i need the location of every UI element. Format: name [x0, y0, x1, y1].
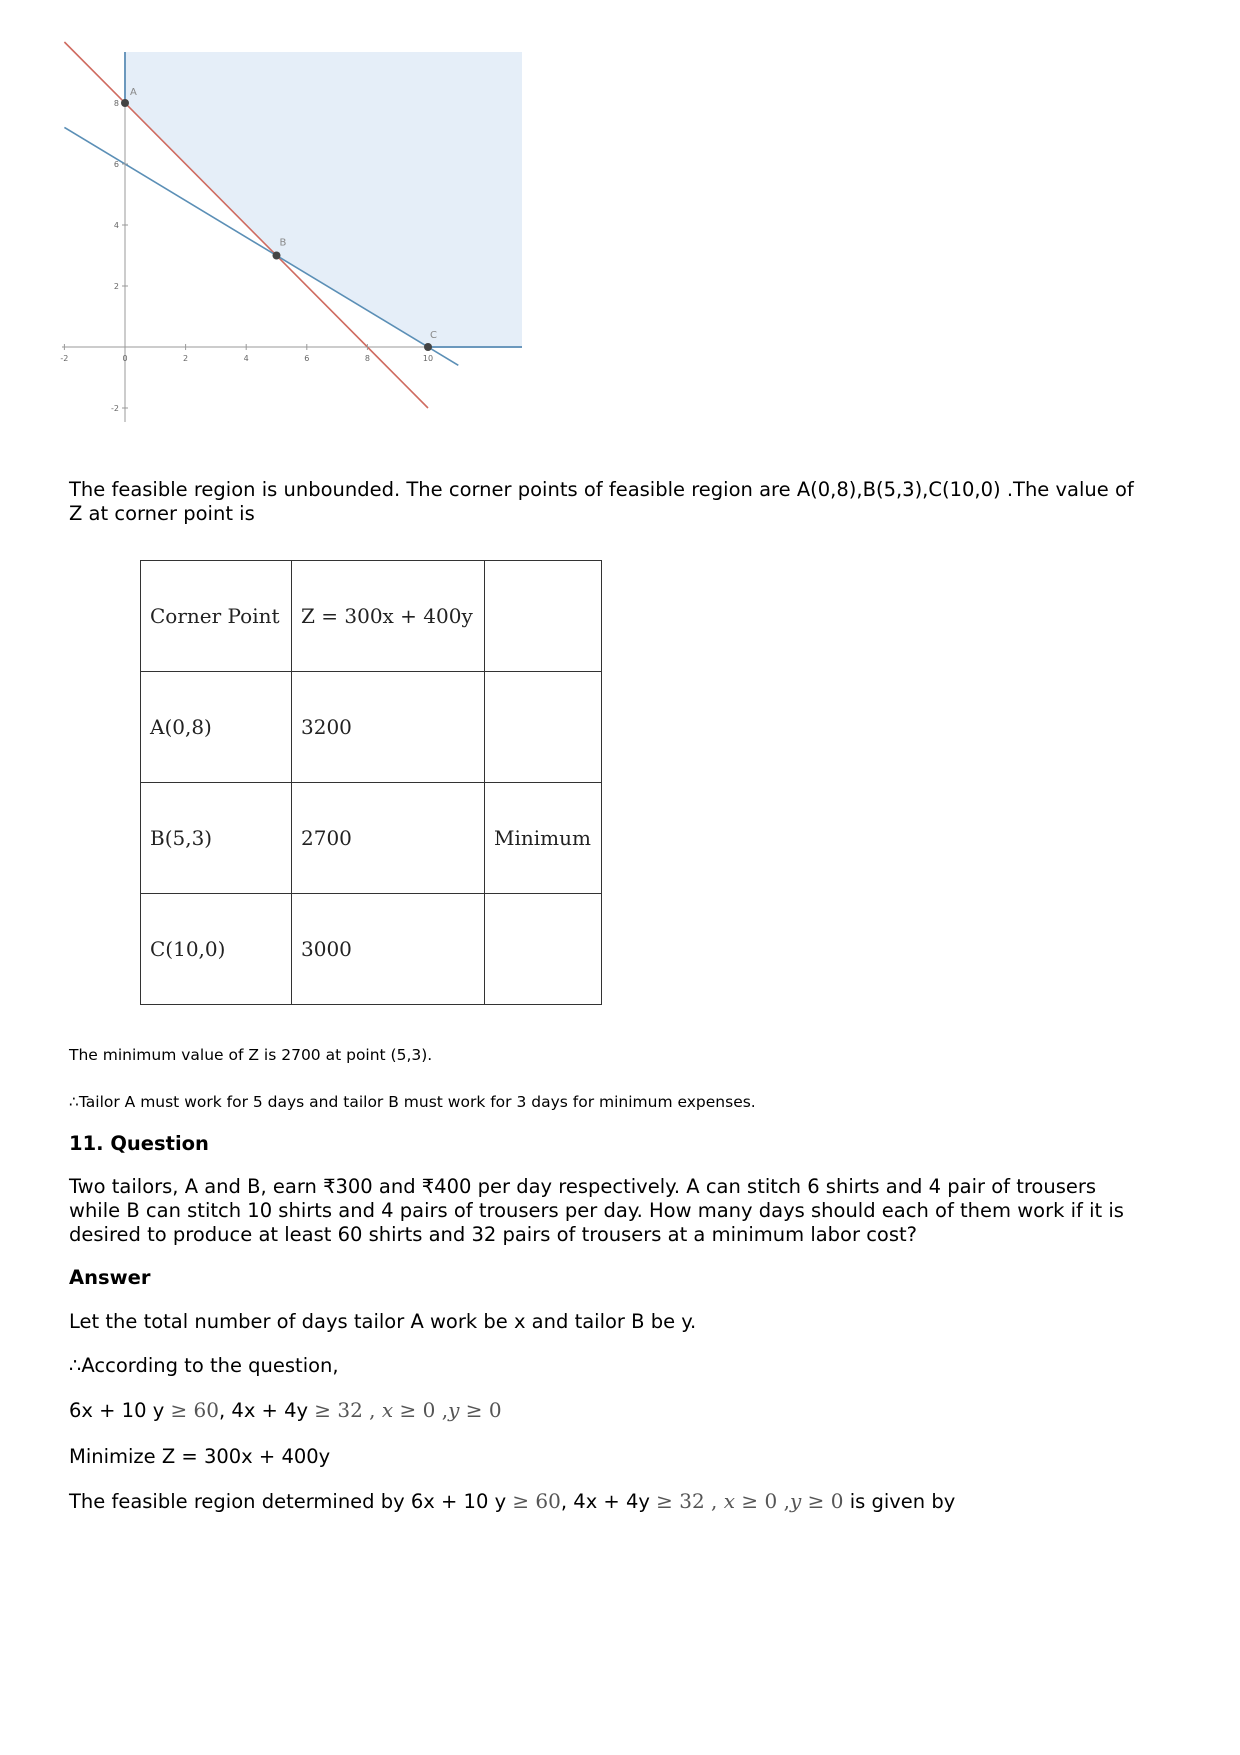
- feasible-constraint-2-rhs: ≥ 32 , x ≥ 0 ,y ≥ 0: [656, 1489, 844, 1513]
- cell-note: [485, 894, 602, 1005]
- table-row: [141, 672, 602, 783]
- header-empty: [485, 561, 602, 672]
- cell-note: Minimum: [485, 783, 602, 894]
- feasible-line-1: The feasible region is unbounded. The corner points of feasible region are A(0,8),B(5,3),C(10,0) .The value of: [69, 478, 1134, 501]
- feasible-statement-end: is given by: [849, 1490, 956, 1513]
- table-header-row: [141, 561, 602, 672]
- question-text: [69, 1175, 1179, 1247]
- answer-heading: Answer: [69, 1266, 151, 1289]
- question-heading: 11. Question: [69, 1132, 209, 1155]
- y-tick-label: 2: [113, 282, 119, 291]
- question-line-2: while B can stitch 10 shirts and 4 pairs of trousers per day. How many days should each of them work if it is: [69, 1199, 1124, 1222]
- header-z-formula: Z = 300x + 400y: [292, 561, 485, 672]
- feasible-region-text: [69, 478, 1179, 526]
- according-text: ∴According to the question,: [69, 1354, 339, 1377]
- y-tick-label: 4: [113, 221, 119, 230]
- corner-point-A: [121, 99, 129, 107]
- x-tick-label: 10: [422, 354, 434, 363]
- minimum-value-text: The minimum value of Z is 2700 at point (5,3).: [69, 1046, 433, 1064]
- y-tick-label: 8: [113, 99, 119, 108]
- let-statement: Let the total number of days tailor A work be x and tailor B be y.: [69, 1310, 697, 1333]
- feasible-constraint-1-rhs: ≥ 60: [512, 1489, 561, 1513]
- cell-point: B(5,3): [141, 783, 292, 894]
- feasible-statement-lhs: The feasible region determined by 6x + 10 y: [69, 1490, 507, 1513]
- minimize-text: Minimize Z = 300x + 400y: [69, 1445, 331, 1468]
- point-label-B: B: [279, 237, 287, 249]
- y-tick-label: 6: [113, 160, 119, 169]
- table-row: [141, 783, 602, 894]
- y-tick-label: -2: [111, 404, 119, 413]
- tailor-result-text: ∴Tailor A must work for 5 days and tailor B must work for 3 days for minimum expenses.: [69, 1093, 756, 1111]
- corner-point-C: [424, 343, 432, 351]
- constraints-line: [69, 1398, 1179, 1423]
- x-tick-label: 8: [364, 354, 370, 363]
- feasible-region-statement: [69, 1489, 1179, 1514]
- question-line-1: Two tailors, A and B, earn ₹300 and ₹400 per day respectively. A can stitch 6 shirts and 4 pair of trousers: [69, 1175, 1097, 1198]
- constraint-1-rhs: ≥ 60: [170, 1398, 220, 1422]
- cell-note: [485, 672, 602, 783]
- x-tick-label: -2: [60, 354, 69, 363]
- x-tick-label: 2: [183, 354, 189, 363]
- corner-point-table: [140, 560, 602, 1005]
- constraint-2-rhs: ≥ 32 , x ≥ 0 ,y ≥ 0: [314, 1398, 502, 1422]
- table-row: [141, 894, 602, 1005]
- point-label-C: C: [430, 330, 437, 341]
- cell-value: 3000: [292, 894, 485, 1005]
- cell-point: A(0,8): [141, 672, 292, 783]
- constraint-1-lhs: 6x + 10 y: [69, 1399, 165, 1422]
- point-label-A: A: [130, 87, 137, 98]
- x-tick-label: 6: [304, 354, 310, 363]
- feasible-constraint-2-lhs: , 4x + 4y: [560, 1490, 650, 1513]
- header-corner-point: Corner Point: [141, 561, 292, 672]
- constraint-2-lhs: , 4x + 4y: [219, 1399, 309, 1422]
- feasible-region-graph: [62, 52, 522, 422]
- question-line-3: desired to produce at least 60 shirts and 32 pairs of trousers at a minimum labor cost?: [69, 1223, 918, 1246]
- x-tick-label: 4: [243, 354, 249, 363]
- corner-point-B: [273, 252, 281, 260]
- feasible-line-2: Z at corner point is: [69, 502, 255, 525]
- x-tick-label: 0: [122, 354, 128, 363]
- cell-value: 3200: [292, 672, 485, 783]
- cell-point: C(10,0): [141, 894, 292, 1005]
- cell-value: 2700: [292, 783, 485, 894]
